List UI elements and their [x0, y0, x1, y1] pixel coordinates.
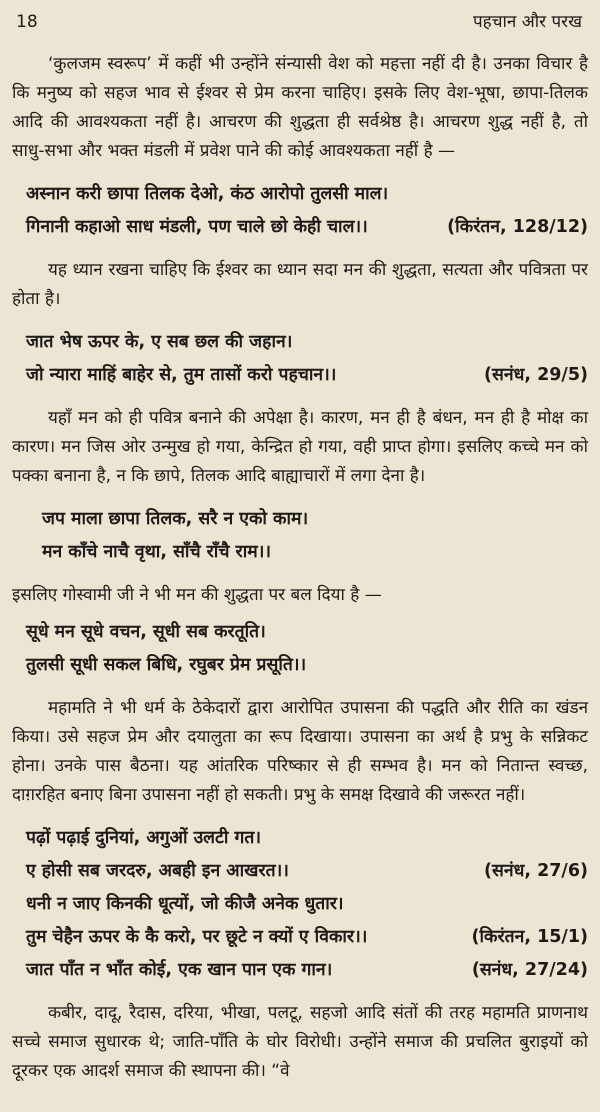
- verse-line: [42, 503, 588, 536]
- verse-line: [26, 921, 588, 954]
- verse-line: [26, 855, 588, 888]
- verse-text: सूधे मन सूधे वचन, सूधी सब करतूति।: [26, 622, 266, 642]
- verse-reference: (सनंध, 27/24): [471, 960, 588, 980]
- verse-line: [26, 359, 588, 392]
- paragraph: यह ध्यान रखना चाहिए कि ईश्वर का ध्यान सदा मन की शुद्धता, सत्यता और पवित्रता पर होता है।: [12, 260, 588, 309]
- verse-text: जो न्यारा माहिं बाहेर से, तुम तासों करो पहचान।।: [26, 365, 337, 385]
- verse-text: जात पाँत न भाँत कोई, एक खान पान एक गान।: [26, 960, 333, 980]
- verse-quote: [12, 178, 588, 244]
- page-number: 18: [16, 12, 38, 32]
- paragraph: इसलिए गोस्वामी जी ने भी मन की शुद्धता पर बल दिया है —: [12, 585, 382, 605]
- verse-reference: (किरंतन, 15/1): [471, 927, 588, 947]
- verse-line: [26, 178, 588, 211]
- verse-text: अस्नान करी छापा तिलक देओ, कंठ आरोपो तुलसी माल।: [26, 184, 389, 204]
- paragraph: ‘कुलजम स्वरूप’ में कहीं भी उन्होंने संन्यासी वेश को महत्ता नहीं दी है। उनका विचार है कि मनुष्य को सहज भाव से ईश्वर से प्रेम करना चाहिए। इसके लिए वेश-भूषा, छापा-तिलक आदि की आवश्यकता नहीं है। आचरण की शुद्धता ही सर्वश्रेष्ठ है। आचरण शुद्ध नहीं है, तो साधु-सभा और भक्त मंडली में प्रवेश पाने की कोई आवश्यकता नहीं है —: [12, 54, 588, 161]
- verse-text: जप माला छापा तिलक, सरै न एको काम।: [42, 509, 309, 529]
- verse-line: [26, 822, 588, 855]
- verse-quote: [12, 616, 588, 682]
- verse-reference: (सनंध, 27/6): [484, 861, 588, 881]
- verse-line: [26, 616, 588, 649]
- page-content: [12, 50, 588, 1098]
- paragraph: कबीर, दादू, रैदास, दरिया, भीखा, पलटू, सहजो आदि संतों की तरह महामति प्राणनाथ सच्चे समाज सुधारक थे; जाति-पाँति के घोर विरोधी। उन्होंने समाज की प्रचलित बुराइयों को दूरकर एक आदर्श समाज की स्थापना की। “वे: [12, 1003, 588, 1081]
- verse-quote: [12, 326, 588, 392]
- paragraph: यहाँ मन को ही पवित्र बनाने की अपेक्षा है। कारण, मन ही है बंधन, मन ही है मोक्ष का कारण। मन जिस ओर उन्मुख हो गया, केन्द्रित हो गया, वही प्राप्त होगा। इसलिए कच्चे मन को पक्का बनाना है, न कि छापे, तिलक आदि बाह्याचारों में लगा देना है।: [12, 408, 588, 486]
- verse-text: पढ़ों पढ़ाई दुनियां, अगुओं उलटी गत।: [26, 828, 261, 848]
- running-title: पहचान और परख: [473, 12, 582, 32]
- verse-reference: (सनंध, 29/5): [484, 365, 588, 385]
- verse-quote: [12, 503, 588, 569]
- verse-text: जात भेष ऊपर के, ए सब छल की जहान।: [26, 332, 293, 352]
- verse-text: धनी न जाए किनकी धूत्यों, जो कीजै अनेक धुतार।: [26, 894, 344, 914]
- verse-reference: (किरंतन, 128/12): [447, 217, 588, 237]
- verse-line: [26, 888, 588, 921]
- verse-line: [26, 326, 588, 359]
- verse-text: तुलसी सूधी सकल बिधि, रघुबर प्रेम प्रसूति।।: [26, 655, 307, 675]
- verse-line: [26, 954, 588, 987]
- verse-text: मन काँचे नाचै वृथा, साँचै राँचै राम।।: [42, 542, 271, 562]
- verse-line: [42, 536, 588, 569]
- verse-quote: [12, 822, 588, 987]
- verse-text: ए होसी सब जरदरु, अबही इन आखरत।।: [26, 861, 289, 881]
- verse-line: [26, 649, 588, 682]
- paragraph: महामति ने भी धर्म के ठेकेदारों द्वारा आरोपित उपासना की पद्धति और रीति का खंडन किया। उसे सहज प्रेम और दयालुता का रूप दिखाया। उपासना का अर्थ है प्रभु के सन्निकट होना। उनके पास बैठना। यह आंतरिक परिष्कार से ही सम्भव है। मन को नितान्त स्वच्छ, दाग़रहित बनाए बिना उपासना नहीं हो सकती। प्रभु के समक्ष दिखावे की जरूरत नहीं।: [12, 698, 588, 805]
- verse-text: तुम चेहैन ऊपर के कै करो, पर छूटे न क्यों ए विकार।।: [26, 927, 368, 947]
- verse-text: गिनानी कहाओ साध मंडली, पण चाले छो केही चाल।।: [26, 217, 368, 237]
- verse-line: [26, 211, 588, 244]
